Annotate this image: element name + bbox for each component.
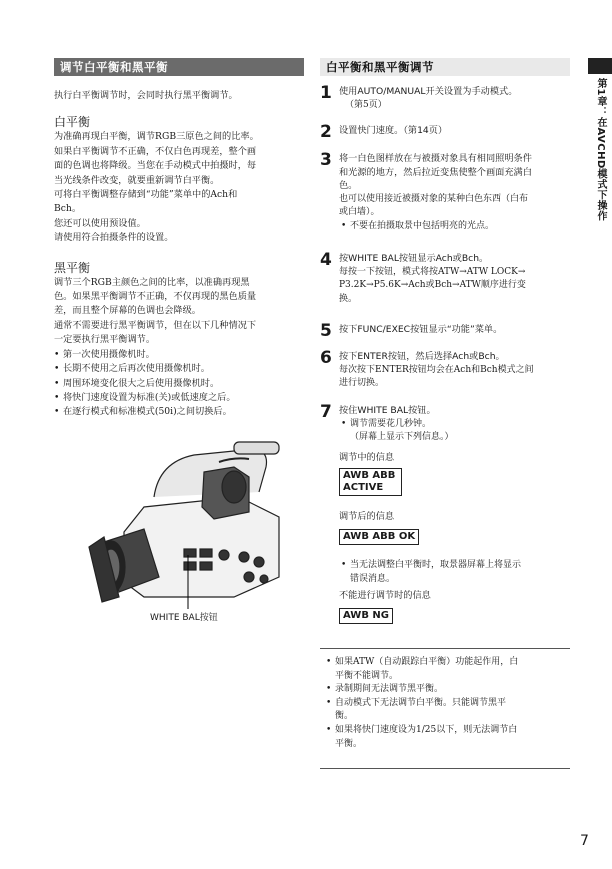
during-adjust-label: 调节中的信息 xyxy=(339,451,395,463)
black-balance-text: 调节三个RGB主颜色之间的比率，以准确再现黑 色。如果黑平衡调节不正确，不仅再现的黑色质量 差，而且整个屏幕的色调也会降级。 通常不需要进行黑平衡调节，但在以下几种情况下 一定要执行黑平衡调节。 xyxy=(54,276,257,346)
list-item: • 不要在拍摄取景中包括明亮的光点。 xyxy=(341,220,570,234)
divider xyxy=(320,648,570,649)
step-number: 3 xyxy=(320,150,332,170)
step-number: 2 xyxy=(320,122,332,142)
step-3: 3 将一白色图样放在与被摄对象具有相同照明条件 和光源的地方，然后拉近变焦使整个画面充满白 色。 也可以使用接近被摄对象的某种白色东西（白布 或白墙）。 • 不要在拍摄取景中包括明亮的光点。 xyxy=(320,152,570,234)
list-item: • 当无法调整白平衡时，取景器屏幕上将显示 错误消息。 xyxy=(341,559,570,586)
black-balance-bullets xyxy=(54,348,304,420)
chapter-title: 第1章：在AVCHD模式下操作 xyxy=(595,78,606,222)
right-column xyxy=(320,58,570,778)
black-balance-section xyxy=(54,261,304,420)
white-balance-text: 为准确再现白平衡，调节RGB三原色之间的比率。 如果白平衡调节不正确，不仅白色再现差，整个画 面的色调也将降级。当您在手动模式中拍摄时，每 当光线条件改变，就要重新调节白平衡。 可将白平衡调整存储到“功能”菜单中的Ach和 Bch。 您还可以使用预设值。 请使用符合拍摄条件的设置。 xyxy=(54,131,259,244)
list-item: • 如果将快门速度设为1/25以下，则无法调节白 平衡。 xyxy=(326,724,566,751)
notes-list xyxy=(326,656,566,751)
list-item: • 调节需要花几秒钟。 xyxy=(341,418,570,432)
step-number: 4 xyxy=(320,250,332,270)
lcd-during-adjust: AWB ABB ACTIVE xyxy=(339,468,402,496)
divider xyxy=(320,768,570,769)
left-column xyxy=(54,58,304,420)
step-number: 6 xyxy=(320,348,332,368)
step-7: 7 按住WHITE BAL按钮。 • 调节需要花几秒钟。 （屏幕上显示下列信息。） 调节中的信息 AWB ABB ACTIVE 调节后的信息 AWB ABB OK • 当无法调整白平衡时，取景器屏幕上将显示 错误消息。 不能进行调节时的信息 AWB NG xyxy=(320,404,570,624)
step-2: 2 设置快门速度。（第14页） xyxy=(320,122,448,142)
lcd-after-adjust: AWB ABB OK xyxy=(339,529,419,545)
section-header-right: 白平衡和黑平衡调节 xyxy=(320,58,570,76)
step-number: 1 xyxy=(320,83,332,103)
after-adjust-label: 调节后的信息 xyxy=(339,511,395,523)
list-item: • 周围环境变化很大之后使用摄像机时。 xyxy=(54,377,304,391)
step-number: 7 xyxy=(320,402,332,422)
list-item: • 第一次使用摄像机时。 xyxy=(54,348,304,362)
chapter-side-tab xyxy=(588,58,612,252)
white-balance-title: 白平衡 xyxy=(54,115,91,130)
list-item: • 自动模式下无法调节白平衡。只能调节黑平 衡。 xyxy=(326,697,566,724)
chapter-tab-block xyxy=(588,58,612,74)
black-balance-title: 黑平衡 xyxy=(54,260,91,275)
white-balance-section xyxy=(54,115,304,245)
list-item: • 长期不使用之后再次使用摄像机时。 xyxy=(54,362,304,376)
section-header-left: 调节白平衡和黑平衡 xyxy=(54,58,304,76)
step-6: 6 按下ENTER按钮，然后选择Ach或Bch。 每次按下ENTER按钮均会在Ach和Bch模式之间 进行切换。 xyxy=(320,348,534,389)
intro-text: 执行白平衡调节时，会同时执行黑平衡调节。 xyxy=(54,90,238,101)
step-5: 5 按下FUNC/EXEC按钮显示“功能”菜单。 xyxy=(320,321,503,341)
lcd-fail-adjust: AWB NG xyxy=(339,608,393,624)
page-number: 7 xyxy=(580,833,589,849)
list-item: • 在逐行模式和标准模式(50i)之间切换后。 xyxy=(54,405,304,419)
step-4: 4 按WHITE BAL按钮显示Ach或Bch。 每按一下按钮，模式将按ATW→ATW LOCK→ P3.2K→P5.6K→Ach或Bch→ATW顺序进行变 换。 xyxy=(320,250,526,304)
list-item: • 将快门速度设置为标准(关)或低速度之后。 xyxy=(54,391,304,405)
list-item: • 录制期间无法调节黑平衡。 xyxy=(326,683,566,697)
list-item: • 如果ATW（自动跟踪白平衡）功能起作用，白 平衡不能调节。 xyxy=(326,656,566,683)
white-bal-button-label: WHITE BAL按钮 xyxy=(150,613,218,623)
fail-adjust-label: 不能进行调节时的信息 xyxy=(339,590,431,602)
step-number: 5 xyxy=(320,321,332,341)
camcorder-illustration xyxy=(84,437,289,612)
step-1: 1 使用AUTO/MANUAL开关设置为手动模式。 （第5页） xyxy=(320,83,518,110)
